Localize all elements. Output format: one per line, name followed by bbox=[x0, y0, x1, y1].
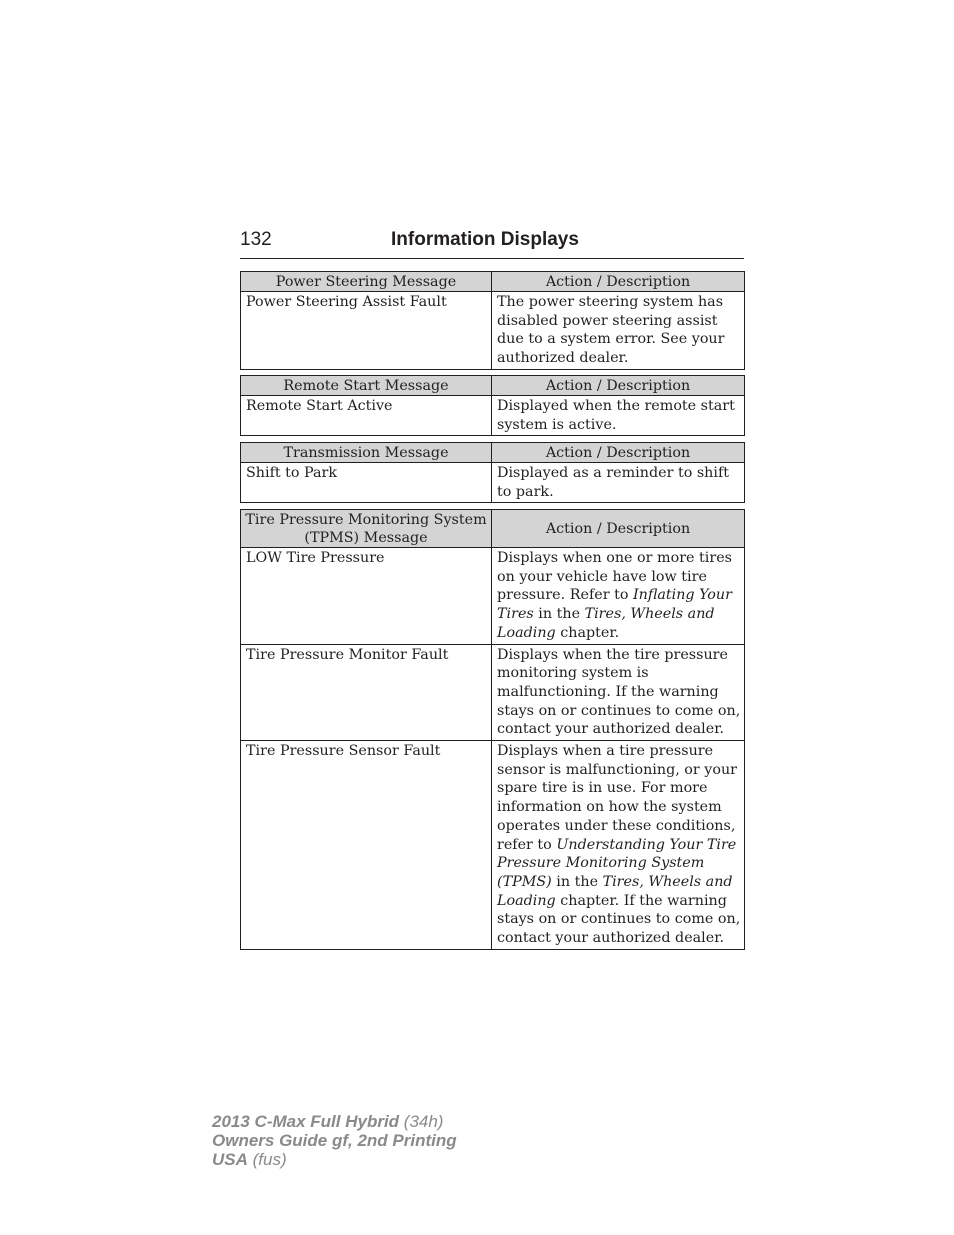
page-header bbox=[240, 229, 744, 259]
chapter-reference-italic: Tires, Wheels and Loading bbox=[497, 873, 733, 909]
message-cell: Shift to Park bbox=[241, 463, 492, 503]
message-cell: Remote Start Active bbox=[241, 396, 492, 436]
section-title: Information Displays bbox=[391, 229, 579, 250]
description-cell: Displayed when the remote start system is active. bbox=[492, 396, 745, 436]
message-column-header: Transmission Message bbox=[241, 443, 492, 463]
table-header-row bbox=[241, 443, 745, 463]
cross-reference-italic: Inflating Your Tires bbox=[497, 587, 732, 623]
transmission-table bbox=[240, 442, 745, 503]
footer-line-1: 2013 C-Max Full Hybrid (34h) bbox=[212, 1112, 444, 1131]
message-column-header: Power Steering Message bbox=[241, 272, 492, 292]
table-header-row bbox=[241, 272, 745, 292]
table-header-row bbox=[241, 510, 745, 548]
action-column-header: Action / Description bbox=[492, 272, 745, 292]
description-text: chapter. bbox=[555, 624, 620, 641]
description-text: chapter. If the warning stays on or continues to come on, contact your authorized dealer. bbox=[497, 892, 741, 947]
action-column-header: Action / Description bbox=[492, 443, 745, 463]
remote-start-table bbox=[240, 375, 745, 436]
description-text: in the bbox=[533, 606, 585, 623]
description-text: Displays when a tire pressure sensor is malfunctioning, or your spare tire is in use. For more information on how the system operates under these conditions, refer to bbox=[497, 743, 738, 853]
table-header-row bbox=[241, 376, 745, 396]
table-row bbox=[241, 396, 745, 436]
description-cell: Displays when the tire pressure monitoring system is malfunctioning. If the warning stays on or continues to come on, contact your authorized dealer. bbox=[492, 644, 745, 741]
page-number: 132 bbox=[240, 229, 272, 250]
power-steering-table bbox=[240, 271, 745, 370]
table-row bbox=[241, 463, 745, 503]
message-column-header: Remote Start Message bbox=[241, 376, 492, 396]
table-row bbox=[241, 741, 745, 950]
message-cell: Power Steering Assist Fault bbox=[241, 292, 492, 370]
document-footer bbox=[212, 1112, 457, 1169]
message-column-header: Tire Pressure Monitoring System (TPMS) Message bbox=[241, 510, 492, 548]
cross-reference-italic: Understanding Your Tire Pressure Monitoring System (TPMS) bbox=[497, 836, 737, 890]
message-cell: Tire Pressure Monitor Fault bbox=[241, 644, 492, 741]
table-row bbox=[241, 644, 745, 741]
tpms-table bbox=[240, 509, 745, 950]
footer-line-2: Owners Guide gf, 2nd Printing bbox=[212, 1131, 457, 1150]
footer-line-3: USA (fus) bbox=[212, 1150, 287, 1169]
table-row bbox=[241, 292, 745, 370]
description-text: Displays when one or more tires on your vehicle have low tire pressure. Refer to bbox=[497, 550, 732, 604]
chapter-reference-italic: Tires, Wheels and Loading bbox=[497, 606, 715, 641]
description-cell bbox=[492, 548, 745, 645]
action-column-header: Action / Description bbox=[492, 510, 745, 548]
description-text: in the bbox=[551, 873, 603, 890]
message-cell: Tire Pressure Sensor Fault bbox=[241, 741, 492, 950]
description-cell bbox=[492, 741, 745, 950]
description-cell: The power steering system has disabled power steering assist due to a system error. See your authorized dealer. bbox=[492, 292, 745, 370]
message-cell: LOW Tire Pressure bbox=[241, 548, 492, 645]
table-row bbox=[241, 548, 745, 645]
description-cell: Displayed as a reminder to shift to park. bbox=[492, 463, 745, 503]
action-column-header: Action / Description bbox=[492, 376, 745, 396]
